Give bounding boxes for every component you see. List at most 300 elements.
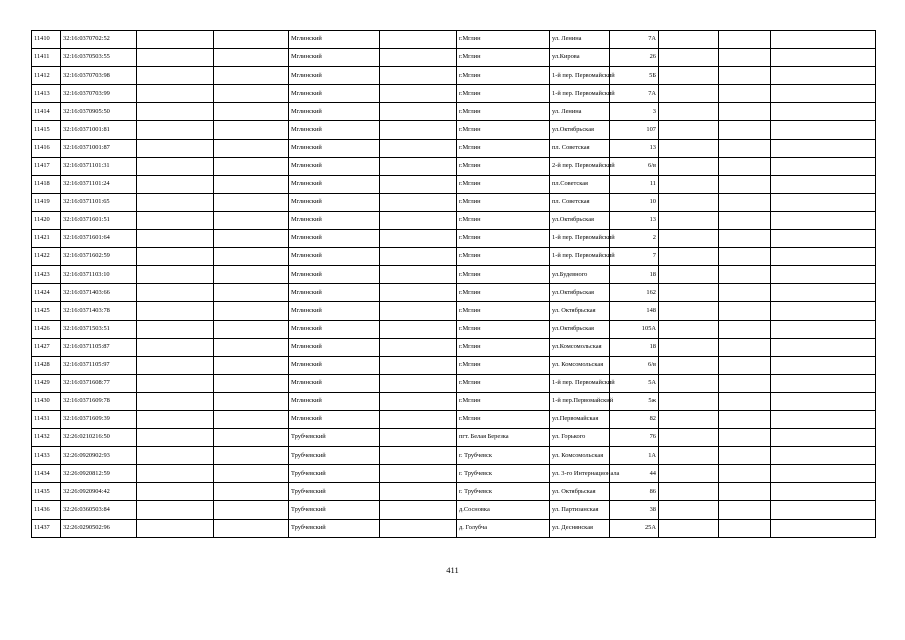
empty-cell <box>719 103 771 121</box>
row-number-cell: 11414 <box>32 103 61 121</box>
empty-cell <box>771 338 876 356</box>
settlement-cell: г.Мглин <box>457 230 550 248</box>
empty-cell <box>771 67 876 85</box>
district-cell: Трубчевский <box>289 501 380 519</box>
empty-cell <box>719 447 771 465</box>
cadastral-number-cell: 32:16:0371403:78 <box>61 302 137 320</box>
district-cell: Мглинский <box>289 374 380 392</box>
empty-cell <box>659 429 719 447</box>
empty-cell <box>214 121 289 139</box>
cadastral-number-cell: 32:26:0360503:84 <box>61 501 137 519</box>
empty-cell <box>214 175 289 193</box>
house-number-cell: 5А <box>610 374 659 392</box>
row-number-cell: 11422 <box>32 248 61 266</box>
empty-cell <box>659 447 719 465</box>
settlement-cell: г. Трубчевск <box>457 465 550 483</box>
settlement-cell: г.Мглин <box>457 31 550 49</box>
settlement-cell: г. Трубчевск <box>457 483 550 501</box>
district-cell: Мглинский <box>289 85 380 103</box>
table-row <box>32 211 876 229</box>
empty-cell <box>137 501 214 519</box>
empty-cell <box>659 103 719 121</box>
cadastral-number-cell: 32:16:0371503:51 <box>61 320 137 338</box>
cadastral-number-cell: 32:16:0371609:39 <box>61 410 137 428</box>
empty-cell <box>380 284 457 302</box>
house-number-cell: 1А <box>610 447 659 465</box>
empty-cell <box>380 302 457 320</box>
house-number-cell: 86 <box>610 483 659 501</box>
district-cell: Мглинский <box>289 284 380 302</box>
cadastral-number-cell: 32:26:0210216:50 <box>61 429 137 447</box>
empty-cell <box>380 501 457 519</box>
street-cell: ул.Будевного <box>550 266 610 284</box>
empty-cell <box>137 175 214 193</box>
house-number-cell: 2 <box>610 230 659 248</box>
table-row <box>32 501 876 519</box>
settlement-cell: г.Мглин <box>457 410 550 428</box>
row-number-cell: 11433 <box>32 447 61 465</box>
empty-cell <box>719 338 771 356</box>
empty-cell <box>137 429 214 447</box>
empty-cell <box>137 67 214 85</box>
street-cell: ул.Октябрьская <box>550 284 610 302</box>
settlement-cell: г.Мглин <box>457 284 550 302</box>
settlement-cell: г.Мглин <box>457 157 550 175</box>
empty-cell <box>137 157 214 175</box>
table-row <box>32 392 876 410</box>
empty-cell <box>214 266 289 284</box>
row-number-cell: 11411 <box>32 49 61 67</box>
empty-cell <box>719 157 771 175</box>
cadastral-number-cell: 32:16:0371105:87 <box>61 338 137 356</box>
empty-cell <box>137 356 214 374</box>
row-number-cell: 11432 <box>32 429 61 447</box>
table-row <box>32 465 876 483</box>
street-cell: ул.Октябрьская <box>550 211 610 229</box>
empty-cell <box>719 193 771 211</box>
empty-cell <box>771 483 876 501</box>
table-row <box>32 139 876 157</box>
empty-cell <box>719 410 771 428</box>
row-number-cell: 11429 <box>32 374 61 392</box>
cadastral-number-cell: 32:26:0290502:96 <box>61 519 137 537</box>
settlement-cell: д.Сосновка <box>457 501 550 519</box>
empty-cell <box>137 320 214 338</box>
empty-cell <box>380 374 457 392</box>
empty-cell <box>659 501 719 519</box>
row-number-cell: 11437 <box>32 519 61 537</box>
settlement-cell: г.Мглин <box>457 67 550 85</box>
row-number-cell: 11436 <box>32 501 61 519</box>
empty-cell <box>380 103 457 121</box>
street-cell: ул. Комсомольская <box>550 356 610 374</box>
table-row <box>32 31 876 49</box>
district-cell: Мглинский <box>289 193 380 211</box>
empty-cell <box>380 519 457 537</box>
empty-cell <box>659 302 719 320</box>
table-row <box>32 230 876 248</box>
empty-cell <box>137 374 214 392</box>
settlement-cell: г. Трубчевск <box>457 447 550 465</box>
empty-cell <box>214 248 289 266</box>
table-row <box>32 85 876 103</box>
district-cell: Мглинский <box>289 139 380 157</box>
district-cell: Мглинский <box>289 320 380 338</box>
empty-cell <box>659 139 719 157</box>
district-cell: Мглинский <box>289 338 380 356</box>
empty-cell <box>380 447 457 465</box>
empty-cell <box>719 284 771 302</box>
empty-cell <box>214 193 289 211</box>
cadastral-number-cell: 32:16:0371001:87 <box>61 139 137 157</box>
house-number-cell: 5Б <box>610 67 659 85</box>
table-row <box>32 519 876 537</box>
district-cell: Мглинский <box>289 49 380 67</box>
registry-table <box>31 30 876 538</box>
empty-cell <box>214 410 289 428</box>
table-row <box>32 356 876 374</box>
street-cell: ул. Деснянская <box>550 519 610 537</box>
cadastral-number-cell: 32:16:0371601:64 <box>61 230 137 248</box>
empty-cell <box>659 483 719 501</box>
house-number-cell: 13 <box>610 211 659 229</box>
settlement-cell: г.Мглин <box>457 248 550 266</box>
cadastral-number-cell: 32:26:0920812:59 <box>61 465 137 483</box>
empty-cell <box>659 248 719 266</box>
table-row <box>32 338 876 356</box>
district-cell: Мглинский <box>289 175 380 193</box>
row-number-cell: 11428 <box>32 356 61 374</box>
empty-cell <box>659 284 719 302</box>
cadastral-number-cell: 32:16:0371105:97 <box>61 356 137 374</box>
row-number-cell: 11435 <box>32 483 61 501</box>
empty-cell <box>719 501 771 519</box>
empty-cell <box>137 447 214 465</box>
empty-cell <box>137 302 214 320</box>
row-number-cell: 11418 <box>32 175 61 193</box>
empty-cell <box>659 374 719 392</box>
empty-cell <box>771 175 876 193</box>
house-number-cell: 25А <box>610 519 659 537</box>
empty-cell <box>771 519 876 537</box>
house-number-cell: 13 <box>610 139 659 157</box>
empty-cell <box>214 31 289 49</box>
row-number-cell: 11416 <box>32 139 61 157</box>
house-number-cell: 5ж <box>610 392 659 410</box>
empty-cell <box>719 211 771 229</box>
empty-cell <box>719 121 771 139</box>
cadastral-number-cell: 32:16:0370703:98 <box>61 67 137 85</box>
empty-cell <box>771 211 876 229</box>
district-cell: Мглинский <box>289 356 380 374</box>
house-number-cell: 3 <box>610 103 659 121</box>
empty-cell <box>137 410 214 428</box>
empty-cell <box>771 139 876 157</box>
cadastral-number-cell: 32:26:0920904:42 <box>61 483 137 501</box>
empty-cell <box>137 483 214 501</box>
empty-cell <box>380 483 457 501</box>
table-row <box>32 248 876 266</box>
empty-cell <box>659 85 719 103</box>
empty-cell <box>659 157 719 175</box>
street-cell: 1-й пер. Первомайский <box>550 67 610 85</box>
row-number-cell: 11424 <box>32 284 61 302</box>
empty-cell <box>214 356 289 374</box>
district-cell: Мглинский <box>289 157 380 175</box>
house-number-cell: 44 <box>610 465 659 483</box>
house-number-cell: 6/в <box>610 157 659 175</box>
settlement-cell: г.Мглин <box>457 103 550 121</box>
street-cell: пл. Советская <box>550 139 610 157</box>
empty-cell <box>214 519 289 537</box>
row-number-cell: 11426 <box>32 320 61 338</box>
cadastral-number-cell: 32:16:0370702:52 <box>61 31 137 49</box>
empty-cell <box>659 320 719 338</box>
street-cell: ул. Комсомольская <box>550 447 610 465</box>
empty-cell <box>214 230 289 248</box>
empty-cell <box>214 284 289 302</box>
empty-cell <box>137 121 214 139</box>
empty-cell <box>214 85 289 103</box>
empty-cell <box>380 139 457 157</box>
table-row <box>32 121 876 139</box>
row-number-cell: 11419 <box>32 193 61 211</box>
empty-cell <box>771 85 876 103</box>
settlement-cell: г.Мглин <box>457 320 550 338</box>
house-number-cell: 18 <box>610 338 659 356</box>
cadastral-number-cell: 32:26:0920902:93 <box>61 447 137 465</box>
empty-cell <box>771 193 876 211</box>
empty-cell <box>137 139 214 157</box>
empty-cell <box>214 211 289 229</box>
empty-cell <box>380 429 457 447</box>
district-cell: Трубчевский <box>289 483 380 501</box>
street-cell: ул.Комсомольская <box>550 338 610 356</box>
empty-cell <box>214 157 289 175</box>
house-number-cell: 7А <box>610 85 659 103</box>
cadastral-number-cell: 32:16:0371103:10 <box>61 266 137 284</box>
empty-cell <box>771 302 876 320</box>
settlement-cell: г.Мглин <box>457 392 550 410</box>
empty-cell <box>659 266 719 284</box>
cadastral-number-cell: 32:16:0370905:50 <box>61 103 137 121</box>
empty-cell <box>659 193 719 211</box>
house-number-cell: 7А <box>610 31 659 49</box>
empty-cell <box>719 465 771 483</box>
street-cell: ул. Горького <box>550 429 610 447</box>
empty-cell <box>214 49 289 67</box>
district-cell: Мглинский <box>289 211 380 229</box>
empty-cell <box>719 392 771 410</box>
district-cell: Мглинский <box>289 103 380 121</box>
cadastral-number-cell: 32:16:0371602:59 <box>61 248 137 266</box>
street-cell: ул. Октябрьская <box>550 302 610 320</box>
table-row <box>32 302 876 320</box>
house-number-cell: 7 <box>610 248 659 266</box>
house-number-cell: 76 <box>610 429 659 447</box>
street-cell: пл.Советская <box>550 175 610 193</box>
empty-cell <box>214 338 289 356</box>
row-number-cell: 11415 <box>32 121 61 139</box>
house-number-cell: 162 <box>610 284 659 302</box>
street-cell: ул. Ленина <box>550 31 610 49</box>
house-number-cell: 105А <box>610 320 659 338</box>
empty-cell <box>214 320 289 338</box>
settlement-cell: г.Мглин <box>457 139 550 157</box>
empty-cell <box>380 175 457 193</box>
empty-cell <box>771 320 876 338</box>
empty-cell <box>137 519 214 537</box>
empty-cell <box>137 85 214 103</box>
empty-cell <box>771 501 876 519</box>
house-number-cell: 26 <box>610 49 659 67</box>
table-row <box>32 103 876 121</box>
registry-table-body <box>32 31 876 538</box>
empty-cell <box>659 67 719 85</box>
empty-cell <box>214 139 289 157</box>
empty-cell <box>380 356 457 374</box>
street-cell: пл. Советская <box>550 193 610 211</box>
settlement-cell: г.Мглин <box>457 85 550 103</box>
empty-cell <box>719 85 771 103</box>
empty-cell <box>771 374 876 392</box>
empty-cell <box>380 193 457 211</box>
empty-cell <box>214 67 289 85</box>
row-number-cell: 11421 <box>32 230 61 248</box>
district-cell: Мглинский <box>289 392 380 410</box>
empty-cell <box>719 302 771 320</box>
empty-cell <box>659 121 719 139</box>
empty-cell <box>380 49 457 67</box>
street-cell: 1-й пер. Первомайский <box>550 248 610 266</box>
empty-cell <box>771 248 876 266</box>
empty-cell <box>380 392 457 410</box>
table-row <box>32 193 876 211</box>
empty-cell <box>659 49 719 67</box>
empty-cell <box>380 248 457 266</box>
table-row <box>32 175 876 193</box>
empty-cell <box>771 410 876 428</box>
empty-cell <box>380 320 457 338</box>
empty-cell <box>214 501 289 519</box>
row-number-cell: 11417 <box>32 157 61 175</box>
street-cell: 1-й пер. Первомайский <box>550 85 610 103</box>
row-number-cell: 11427 <box>32 338 61 356</box>
row-number-cell: 11410 <box>32 31 61 49</box>
district-cell: Трубчевский <box>289 429 380 447</box>
district-cell: Мглинский <box>289 230 380 248</box>
table-row <box>32 410 876 428</box>
empty-cell <box>771 356 876 374</box>
empty-cell <box>719 31 771 49</box>
street-cell: 1-й пер.Первомайский <box>550 392 610 410</box>
empty-cell <box>719 320 771 338</box>
empty-cell <box>659 519 719 537</box>
row-number-cell: 11431 <box>32 410 61 428</box>
empty-cell <box>137 284 214 302</box>
street-cell: ул.Первомайская <box>550 410 610 428</box>
empty-cell <box>771 103 876 121</box>
empty-cell <box>137 193 214 211</box>
empty-cell <box>214 392 289 410</box>
table-row <box>32 284 876 302</box>
cadastral-number-cell: 32:16:0371101:24 <box>61 175 137 193</box>
empty-cell <box>380 211 457 229</box>
row-number-cell: 11413 <box>32 85 61 103</box>
settlement-cell: д. Голубча <box>457 519 550 537</box>
row-number-cell: 11420 <box>32 211 61 229</box>
empty-cell <box>380 338 457 356</box>
empty-cell <box>380 266 457 284</box>
empty-cell <box>137 211 214 229</box>
house-number-cell: 38 <box>610 501 659 519</box>
cadastral-number-cell: 32:16:0370703:99 <box>61 85 137 103</box>
empty-cell <box>380 31 457 49</box>
empty-cell <box>659 410 719 428</box>
table-row <box>32 374 876 392</box>
empty-cell <box>719 429 771 447</box>
empty-cell <box>719 49 771 67</box>
row-number-cell: 11423 <box>32 266 61 284</box>
street-cell: ул. Партизанская <box>550 501 610 519</box>
settlement-cell: г.Мглин <box>457 266 550 284</box>
cadastral-number-cell: 32:16:0371101:65 <box>61 193 137 211</box>
empty-cell <box>719 483 771 501</box>
settlement-cell: г.Мглин <box>457 193 550 211</box>
empty-cell <box>771 230 876 248</box>
district-cell: Мглинский <box>289 302 380 320</box>
empty-cell <box>659 31 719 49</box>
empty-cell <box>771 31 876 49</box>
table-row <box>32 320 876 338</box>
cadastral-number-cell: 32:16:0370503:55 <box>61 49 137 67</box>
empty-cell <box>719 230 771 248</box>
empty-cell <box>137 49 214 67</box>
empty-cell <box>380 121 457 139</box>
district-cell: Мглинский <box>289 31 380 49</box>
district-cell: Трубчевский <box>289 447 380 465</box>
row-number-cell: 11430 <box>32 392 61 410</box>
settlement-cell: г.Мглин <box>457 211 550 229</box>
street-cell: ул. Октябрьская <box>550 483 610 501</box>
empty-cell <box>214 374 289 392</box>
district-cell: Трубчевский <box>289 519 380 537</box>
district-cell: Мглинский <box>289 67 380 85</box>
page-number: 411 <box>446 565 459 575</box>
empty-cell <box>137 230 214 248</box>
empty-cell <box>771 157 876 175</box>
empty-cell <box>137 103 214 121</box>
cadastral-number-cell: 32:16:0371001:81 <box>61 121 137 139</box>
row-number-cell: 11434 <box>32 465 61 483</box>
empty-cell <box>771 266 876 284</box>
settlement-cell: г.Мглин <box>457 356 550 374</box>
house-number-cell: 107 <box>610 121 659 139</box>
empty-cell <box>137 31 214 49</box>
empty-cell <box>659 392 719 410</box>
house-number-cell: 148 <box>610 302 659 320</box>
empty-cell <box>137 338 214 356</box>
empty-cell <box>771 447 876 465</box>
street-cell: ул.Октябрьская <box>550 121 610 139</box>
empty-cell <box>771 392 876 410</box>
street-cell: ул.Кирова <box>550 49 610 67</box>
empty-cell <box>719 374 771 392</box>
empty-cell <box>771 284 876 302</box>
empty-cell <box>380 465 457 483</box>
empty-cell <box>137 392 214 410</box>
cadastral-number-cell: 32:16:0371609:78 <box>61 392 137 410</box>
